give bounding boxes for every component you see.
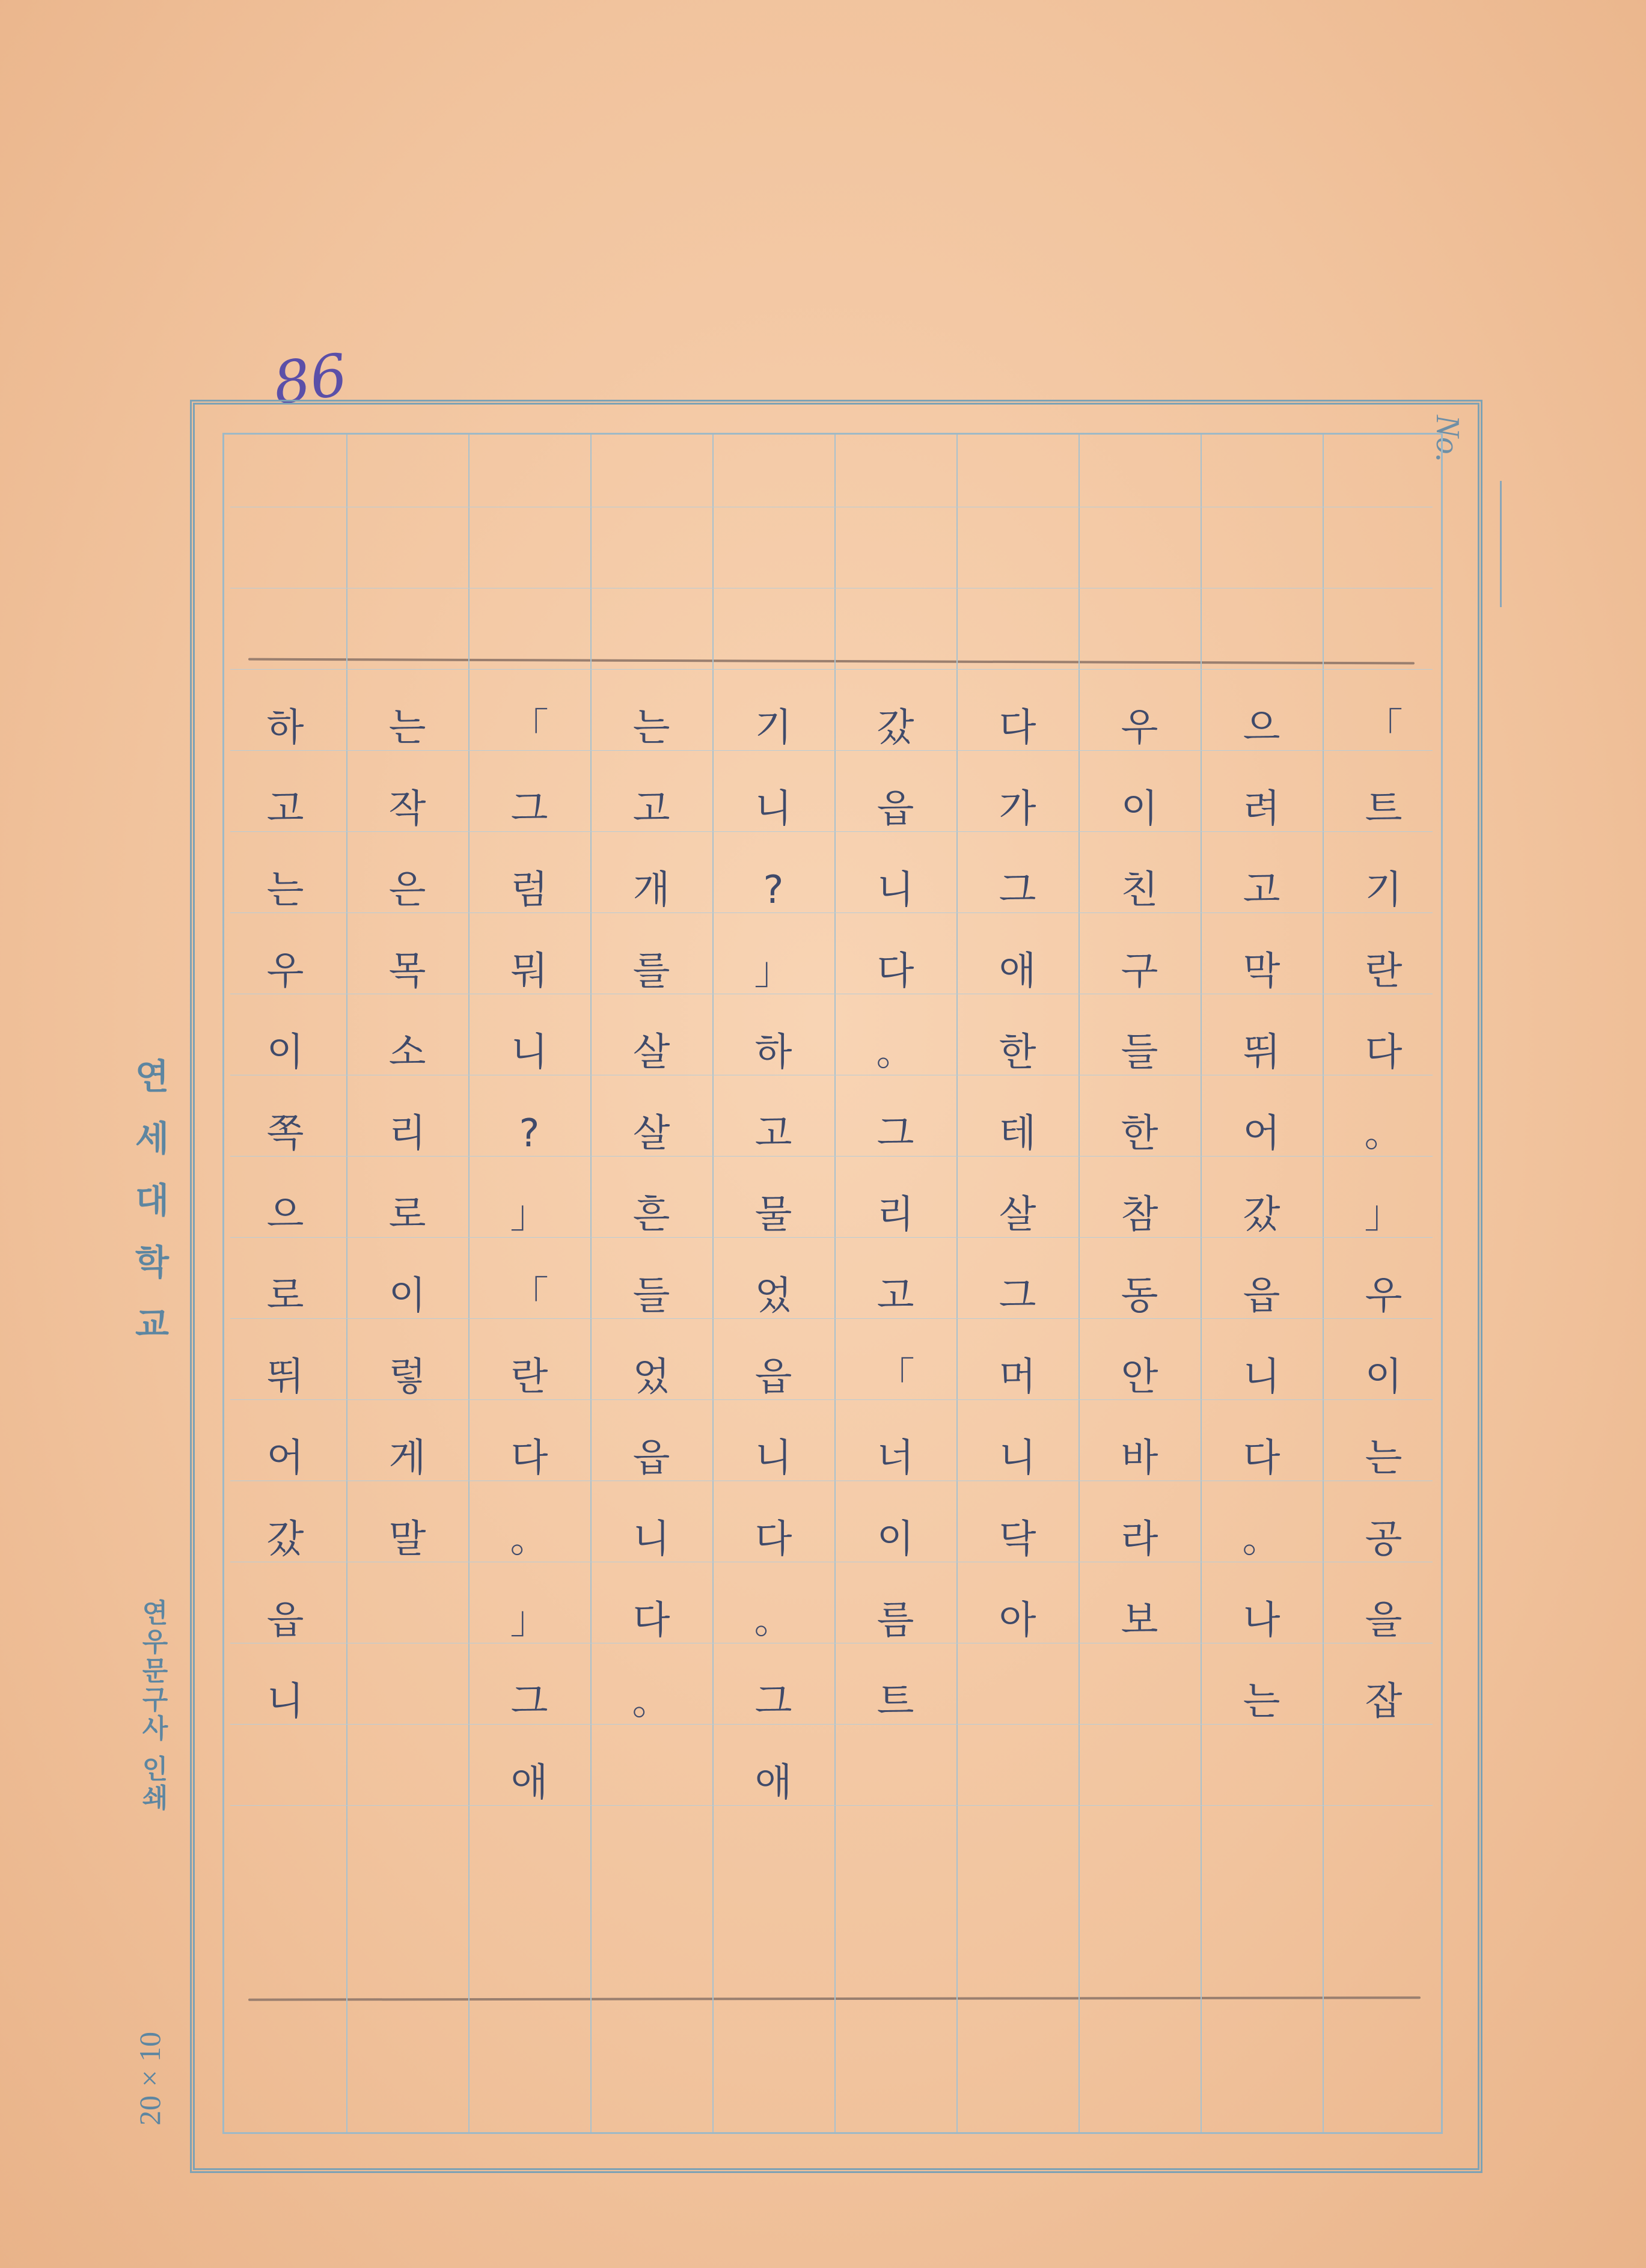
manuscript-char: 읍 (754, 1354, 792, 1399)
manuscript-char: 공 (1365, 1517, 1403, 1562)
manuscript-char: 살 (632, 1030, 670, 1075)
manuscript-char: 살 (999, 1192, 1036, 1237)
manuscript-char: 기 (1365, 867, 1403, 912)
text-column (622, 687, 682, 1742)
manuscript-char: 를 (632, 949, 670, 994)
text-column (988, 687, 1048, 1661)
manuscript-char: 말 (388, 1517, 426, 1562)
manuscript-char: 바 (1121, 1435, 1158, 1481)
manuscript-char: 란 (510, 1354, 548, 1399)
manuscript-char: 이 (266, 1030, 304, 1075)
no-underline (1500, 481, 1502, 607)
manuscript-char: 애 (754, 1760, 792, 1805)
manuscript-char: 뭐 (510, 949, 548, 994)
manuscript-char: 」 (1364, 1192, 1403, 1237)
manuscript-char: 읍 (632, 1435, 670, 1481)
manuscript-char: 목 (388, 949, 426, 994)
manuscript-char: 갔 (1243, 1192, 1280, 1237)
manuscript-char: 「 (876, 1354, 915, 1399)
printer-credit: 연우문구사 인쇄 (137, 1599, 168, 1813)
manuscript-char: 。 (876, 1030, 915, 1075)
manuscript-char: 한 (1121, 1111, 1158, 1156)
column-divider (712, 435, 714, 2132)
manuscript-char: 하 (266, 705, 304, 750)
manuscript-char: 「 (510, 1273, 549, 1318)
manuscript-char: 그 (877, 1111, 914, 1156)
text-column (744, 687, 804, 1823)
manuscript-char: 쪽 (266, 1111, 304, 1156)
manuscript-char: 니 (754, 1435, 792, 1481)
manuscript-char: 니 (999, 1435, 1036, 1481)
manuscript-char: 고 (632, 786, 670, 831)
manuscript-char: 들 (1121, 1030, 1158, 1075)
text-column (1232, 687, 1292, 1742)
manuscript-char: 흔 (632, 1192, 670, 1237)
manuscript-char: 그 (999, 1273, 1036, 1318)
manuscript-char: 애 (510, 1760, 548, 1805)
manuscript-char: 라 (1121, 1517, 1158, 1562)
manuscript-char: 을 (1365, 1598, 1403, 1643)
manuscript-char: 는 (266, 867, 304, 912)
manuscript-char: 작 (388, 786, 426, 831)
manuscript-char: 어 (1243, 1111, 1280, 1156)
manuscript-char: 다 (632, 1598, 670, 1643)
manuscript-char: 갔 (877, 705, 914, 750)
manuscript-char: 。 (632, 1679, 671, 1724)
manuscript-char: 」 (754, 949, 793, 994)
manuscript-char: 하 (754, 1030, 792, 1075)
text-column (1110, 687, 1170, 1661)
manuscript-char: 읍 (266, 1598, 304, 1643)
manuscript-char: 한 (999, 1030, 1036, 1075)
manuscript-char: ? (519, 1111, 540, 1156)
manuscript-char: 고 (1243, 867, 1280, 912)
manuscript-char: 는 (632, 705, 670, 750)
row-divider (230, 669, 1433, 670)
manuscript-char: 름 (877, 1598, 914, 1643)
manuscript-char: 그 (999, 867, 1036, 912)
manuscript-char: 개 (632, 867, 670, 912)
manuscript-char: 물 (754, 1192, 792, 1237)
manuscript-char: 리 (388, 1111, 426, 1156)
manuscript-char: 잡 (1365, 1679, 1403, 1724)
row-divider (230, 1805, 1433, 1806)
manuscript-char: 다 (754, 1517, 792, 1562)
manuscript-char: 은 (388, 867, 426, 912)
manuscript-char: 이 (388, 1273, 426, 1318)
manuscript-char: 우 (1365, 1273, 1403, 1318)
column-divider (468, 435, 470, 2132)
manuscript-char: 는 (1243, 1679, 1280, 1724)
manuscript-char: 다 (999, 705, 1036, 750)
top-ruled-line (248, 658, 1415, 665)
manuscript-char: 니 (510, 1030, 548, 1075)
manuscript-char: 게 (388, 1435, 426, 1481)
manuscript-char: 란 (1365, 949, 1403, 994)
column-divider (1078, 435, 1080, 2132)
manuscript-char: 그 (510, 1679, 548, 1724)
manuscript-char: 안 (1121, 1354, 1158, 1399)
manuscript-char: 소 (388, 1030, 426, 1075)
manuscript-char: 살 (632, 1111, 670, 1156)
manuscript-char: 로 (266, 1273, 304, 1318)
manuscript-char: 읍 (1243, 1273, 1280, 1318)
manuscript-char: 갔 (266, 1517, 304, 1562)
manuscript-char: 읍 (877, 786, 914, 831)
column-divider (346, 435, 347, 2132)
manuscript-char: 트 (1365, 786, 1403, 831)
manuscript-char: 로 (388, 1192, 426, 1237)
manuscript-char: 그 (754, 1679, 792, 1724)
manuscript-char: 다 (1365, 1030, 1403, 1075)
manuscript-char: 참 (1121, 1192, 1158, 1237)
column-divider (956, 435, 958, 2132)
manuscript-char: 。 (510, 1517, 549, 1562)
manuscript-char: 애 (999, 949, 1036, 994)
text-column (378, 687, 438, 1580)
manuscript-char: 니 (266, 1679, 304, 1724)
manuscript-char: 뛰 (266, 1354, 304, 1399)
manuscript-char: 어 (266, 1435, 304, 1481)
manuscript-char: 는 (1365, 1435, 1403, 1481)
manuscript-char: 렇 (388, 1354, 426, 1399)
manuscript-char: ? (763, 867, 784, 912)
manuscript-char: 트 (877, 1679, 914, 1724)
manuscript-char: 나 (1243, 1598, 1280, 1643)
manuscript-char: 。 (754, 1598, 793, 1643)
grid-size-label: 20×10 (133, 2032, 167, 2126)
manuscript-char: 리 (877, 1192, 914, 1237)
text-column (866, 687, 926, 1742)
manuscript-char: 들 (632, 1273, 670, 1318)
manuscript-char: 닥 (999, 1517, 1036, 1562)
manuscript-char: 고 (266, 786, 304, 831)
manuscript-char: 으 (1243, 705, 1280, 750)
manuscript-char: 머 (999, 1354, 1036, 1399)
manuscript-char: 으 (266, 1192, 304, 1237)
text-column (500, 687, 560, 1823)
manuscript-char: 。 (1242, 1517, 1281, 1562)
manuscript-char: 「 (1364, 705, 1403, 750)
manuscript-char: 가 (999, 786, 1036, 831)
manuscript-char: 테 (999, 1111, 1036, 1156)
manuscript-char: 려 (1243, 786, 1280, 831)
no-label: No. (1429, 415, 1466, 463)
manuscript-char: 우 (1121, 705, 1158, 750)
page-number: 86 (269, 341, 352, 418)
manuscript-char: 다 (510, 1435, 548, 1481)
manuscript-char: 니 (1243, 1354, 1280, 1399)
manuscript-char: 니 (632, 1517, 670, 1562)
manuscript-char: 구 (1121, 949, 1158, 994)
manuscript-char: 는 (388, 705, 426, 750)
manuscript-char: 럼 (510, 867, 548, 912)
manuscript-char: 친 (1121, 867, 1158, 912)
manuscript-char: 우 (266, 949, 304, 994)
manuscript-char: 동 (1121, 1273, 1158, 1318)
manuscript-char: 보 (1121, 1598, 1158, 1643)
manuscript-char: 니 (877, 867, 914, 912)
manuscript-char: 이 (1365, 1354, 1403, 1399)
manuscript-char: 「 (510, 705, 549, 750)
manuscript-char: 아 (999, 1598, 1036, 1643)
column-divider (590, 435, 592, 2132)
manuscript-char: 기 (754, 705, 792, 750)
manuscript-char: 다 (1243, 1435, 1280, 1481)
manuscript-char: 」 (510, 1192, 549, 1237)
manuscript-char: 너 (877, 1435, 914, 1481)
column-divider (1201, 435, 1202, 2132)
manuscript-char: 뛰 (1243, 1030, 1280, 1075)
manuscript-char: 고 (877, 1273, 914, 1318)
manuscript-char: 었 (754, 1273, 792, 1318)
manuscript-char: 고 (754, 1111, 792, 1156)
text-column (255, 687, 316, 1742)
university-name: 연세대학교 (129, 1058, 170, 1368)
text-column (1354, 687, 1414, 1742)
column-divider (834, 435, 836, 2132)
manuscript-char: 그 (510, 786, 548, 831)
manuscript-char: 니 (754, 786, 792, 831)
manuscript-char: 었 (632, 1354, 670, 1399)
manuscript-grid (222, 433, 1443, 2134)
manuscript-char: 」 (510, 1598, 549, 1643)
manuscript-char: 이 (877, 1517, 914, 1562)
manuscript-char: 이 (1121, 786, 1158, 831)
manuscript-char: 。 (1364, 1111, 1403, 1156)
manuscript-char: 막 (1243, 949, 1280, 994)
column-divider (1323, 435, 1324, 2132)
manuscript-char: 다 (877, 949, 914, 994)
